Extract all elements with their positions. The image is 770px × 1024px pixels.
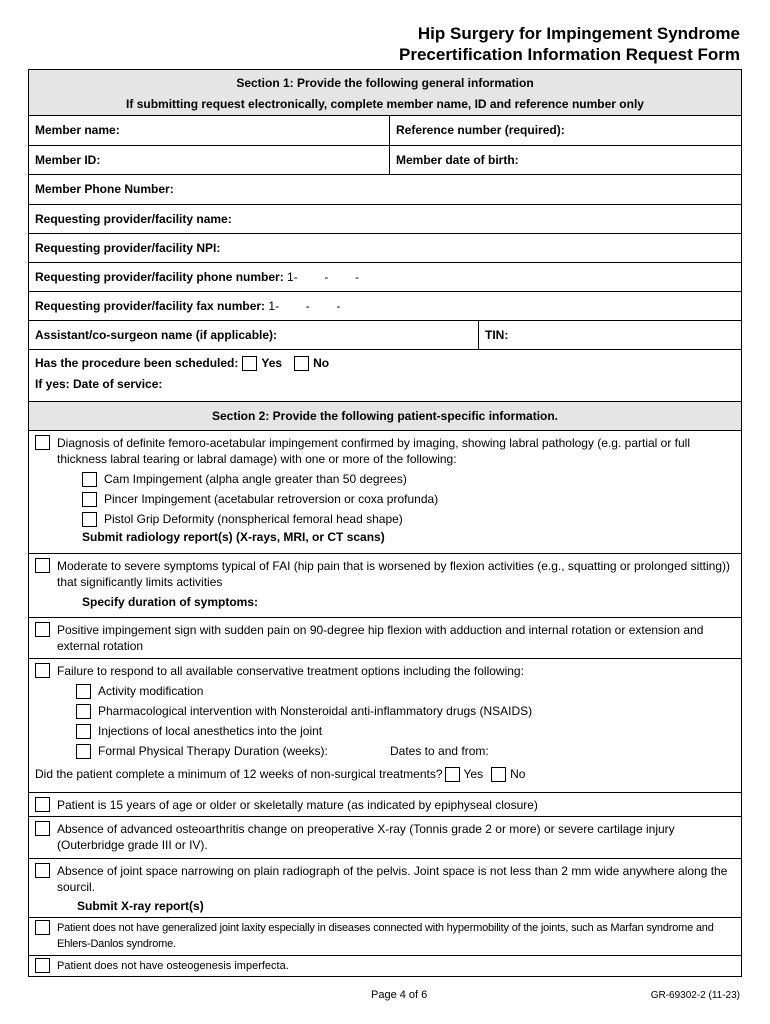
section1-subheading: If submitting request electronically, complete member name, ID and reference number only: [126, 97, 644, 111]
form-code: GR-69302-2 (11-23): [650, 990, 740, 1001]
criterion-age-checkbox[interactable]: [35, 797, 50, 812]
criterion-conservative-checkbox[interactable]: [35, 663, 50, 678]
criterion-imaging-text: Diagnosis of definite femoro-acetabular impingement confirmed by imaging, showing labral pathology (e.g. partial or full thickness labral tearing or labral damage) with one or more of the following:: [57, 436, 690, 466]
pistol-grip-label: Pistol Grip Deformity (nonspherical femoral head shape): [104, 512, 403, 526]
page-number: Page 4 of 6: [371, 989, 428, 1001]
scheduled-row: [29, 349, 741, 401]
criterion-joint-space-text: Absence of joint space narrowing on plain radiograph of the pelvis. Joint space is not less than 2 mm wide anywhere along the sourcil.: [57, 864, 728, 894]
member-dob-field[interactable]: Member date of birth:: [396, 153, 519, 167]
injections-checkbox[interactable]: [76, 724, 91, 739]
criterion-age-text: Patient is 15 years of age or older or skeletally mature (as indicated by epiphyseal closure): [57, 798, 538, 812]
criterion-joint-laxity: [29, 917, 741, 955]
criterion-joint-laxity-text: Patient does not have generalized joint laxity especially in diseases connected with hypermobility of the joints, such as Marfan syndrome and Ehlers-Danlos syndrome.: [57, 922, 714, 950]
date-of-service-field[interactable]: If yes: Date of service:: [35, 377, 163, 391]
scheduled-yes-label: Yes: [261, 356, 283, 370]
twelve-weeks-question: [29, 761, 741, 782]
physical-therapy-label: Formal Physical Therapy Duration (weeks):: [98, 744, 328, 758]
twelve-weeks-label: Did the patient complete a minimum of 12 weeks of non-surgical treatments?: [35, 767, 443, 781]
injections-label: Injections of local anesthetics into the joint: [98, 724, 323, 738]
section1-header: [29, 70, 741, 115]
twelve-weeks-yes-label: Yes: [463, 767, 484, 781]
pistol-grip-checkbox[interactable]: [82, 512, 97, 527]
pincer-impingement-checkbox[interactable]: [82, 492, 97, 507]
scheduled-no-label: No: [313, 356, 330, 370]
activity-modification-checkbox[interactable]: [76, 684, 91, 699]
nsaids-label: Pharmacological intervention with Nonsteroidal anti-inflammatory drugs (NSAIDS): [98, 704, 533, 718]
scheduled-label: Has the procedure been scheduled:: [35, 356, 239, 370]
twelve-weeks-no-checkbox[interactable]: [491, 767, 506, 782]
provider-fax-field[interactable]: [29, 291, 741, 320]
assistant-row: [29, 320, 741, 349]
criterion-conservative-treatment: [29, 658, 741, 792]
nsaids-checkbox[interactable]: [76, 704, 91, 719]
section1-heading: Section 1: Provide the following general information: [236, 76, 534, 90]
provider-phone-field[interactable]: [29, 262, 741, 291]
physical-therapy-checkbox[interactable]: [76, 744, 91, 759]
scheduled-yes-checkbox[interactable]: [242, 356, 257, 371]
symptom-duration-field[interactable]: Specify duration of symptoms:: [82, 595, 259, 609]
radiology-report-note: Submit radiology report(s) (X-rays, MRI, or CT scans): [82, 530, 385, 544]
criterion-age: [29, 792, 741, 816]
form-title: Hip Surgery for Impingement Syndrome: [417, 24, 740, 43]
provider-phone-label: Requesting provider/facility phone number:: [35, 270, 284, 284]
criterion-imaging: [29, 430, 741, 553]
provider-fax-label: Requesting provider/facility fax number:: [35, 299, 266, 313]
member-name-field[interactable]: Member name:: [29, 116, 390, 145]
criterion-impingement-sign-checkbox[interactable]: [35, 622, 50, 637]
criterion-conservative-text: Failure to respond to all available conservative treatment options including the following:: [57, 664, 524, 678]
scheduled-no-checkbox[interactable]: [294, 356, 309, 371]
criterion-joint-space-checkbox[interactable]: [35, 863, 50, 878]
scheduled-question: [35, 356, 735, 371]
section2-heading: Section 2: Provide the following patient-specific information.: [29, 401, 741, 430]
criterion-osteoarthritis-text: Absence of advanced osteoarthritis change on preoperative X-ray (Tonnis grade 2 or more) or severe cartilage injury (Outerbridge grade III or IV).: [57, 822, 675, 852]
criterion-osteogenesis-checkbox[interactable]: [35, 958, 50, 973]
criterion-osteogenesis-text: Patient does not have osteogenesis imperfecta.: [57, 960, 289, 972]
cam-impingement-label: Cam Impingement (alpha angle greater than 50 degrees): [104, 472, 407, 486]
criterion-imaging-checkbox[interactable]: [35, 435, 50, 450]
twelve-weeks-yes-checkbox[interactable]: [445, 767, 460, 782]
member-id-row: [29, 145, 741, 174]
criterion-osteoarthritis: [29, 816, 741, 858]
precert-form: [28, 69, 742, 977]
xray-report-note: Submit X-ray report(s): [77, 899, 204, 913]
criterion-impingement-sign-text: Positive impingement sign with sudden pain on 90-degree hip flexion with adduction and internal rotation or extension and external rotation: [57, 623, 704, 653]
provider-fax-value: 1- - -: [268, 299, 341, 313]
criterion-impingement-sign: [29, 617, 741, 658]
therapy-dates-label: Dates to and from:: [390, 744, 489, 758]
criterion-joint-space: [29, 858, 741, 917]
member-phone-field[interactable]: Member Phone Number:: [29, 174, 741, 204]
criterion-symptoms-text: Moderate to severe symptoms typical of FAI (hip pain that is worsened by flexion activities (e.g., squatting or prolonged sitting)) that significantly limits activities: [57, 559, 730, 589]
criterion-symptoms: [29, 553, 741, 617]
twelve-weeks-no-label: No: [510, 767, 526, 781]
pincer-impingement-label: Pincer Impingement (acetabular retroversion or coxa profunda): [104, 492, 439, 506]
form-subtitle: Precertification Information Request Form: [399, 45, 740, 64]
criterion-osteogenesis: [29, 955, 741, 976]
provider-phone-value: 1- - -: [287, 270, 360, 284]
tin-field[interactable]: TIN:: [485, 328, 509, 342]
criterion-joint-laxity-checkbox[interactable]: [35, 920, 50, 935]
reference-number-field[interactable]: Reference number (required):: [396, 123, 565, 137]
cam-impingement-checkbox[interactable]: [82, 472, 97, 487]
provider-npi-field[interactable]: Requesting provider/facility NPI:: [29, 233, 741, 262]
activity-modification-label: Activity modification: [98, 684, 204, 698]
member-name-row: [29, 115, 741, 145]
criterion-osteoarthritis-checkbox[interactable]: [35, 821, 50, 836]
assistant-field[interactable]: Assistant/co-surgeon name (if applicable):: [29, 321, 479, 349]
member-id-field[interactable]: Member ID:: [29, 146, 390, 174]
criterion-symptoms-checkbox[interactable]: [35, 558, 50, 573]
provider-name-field[interactable]: Requesting provider/facility name:: [29, 204, 741, 233]
